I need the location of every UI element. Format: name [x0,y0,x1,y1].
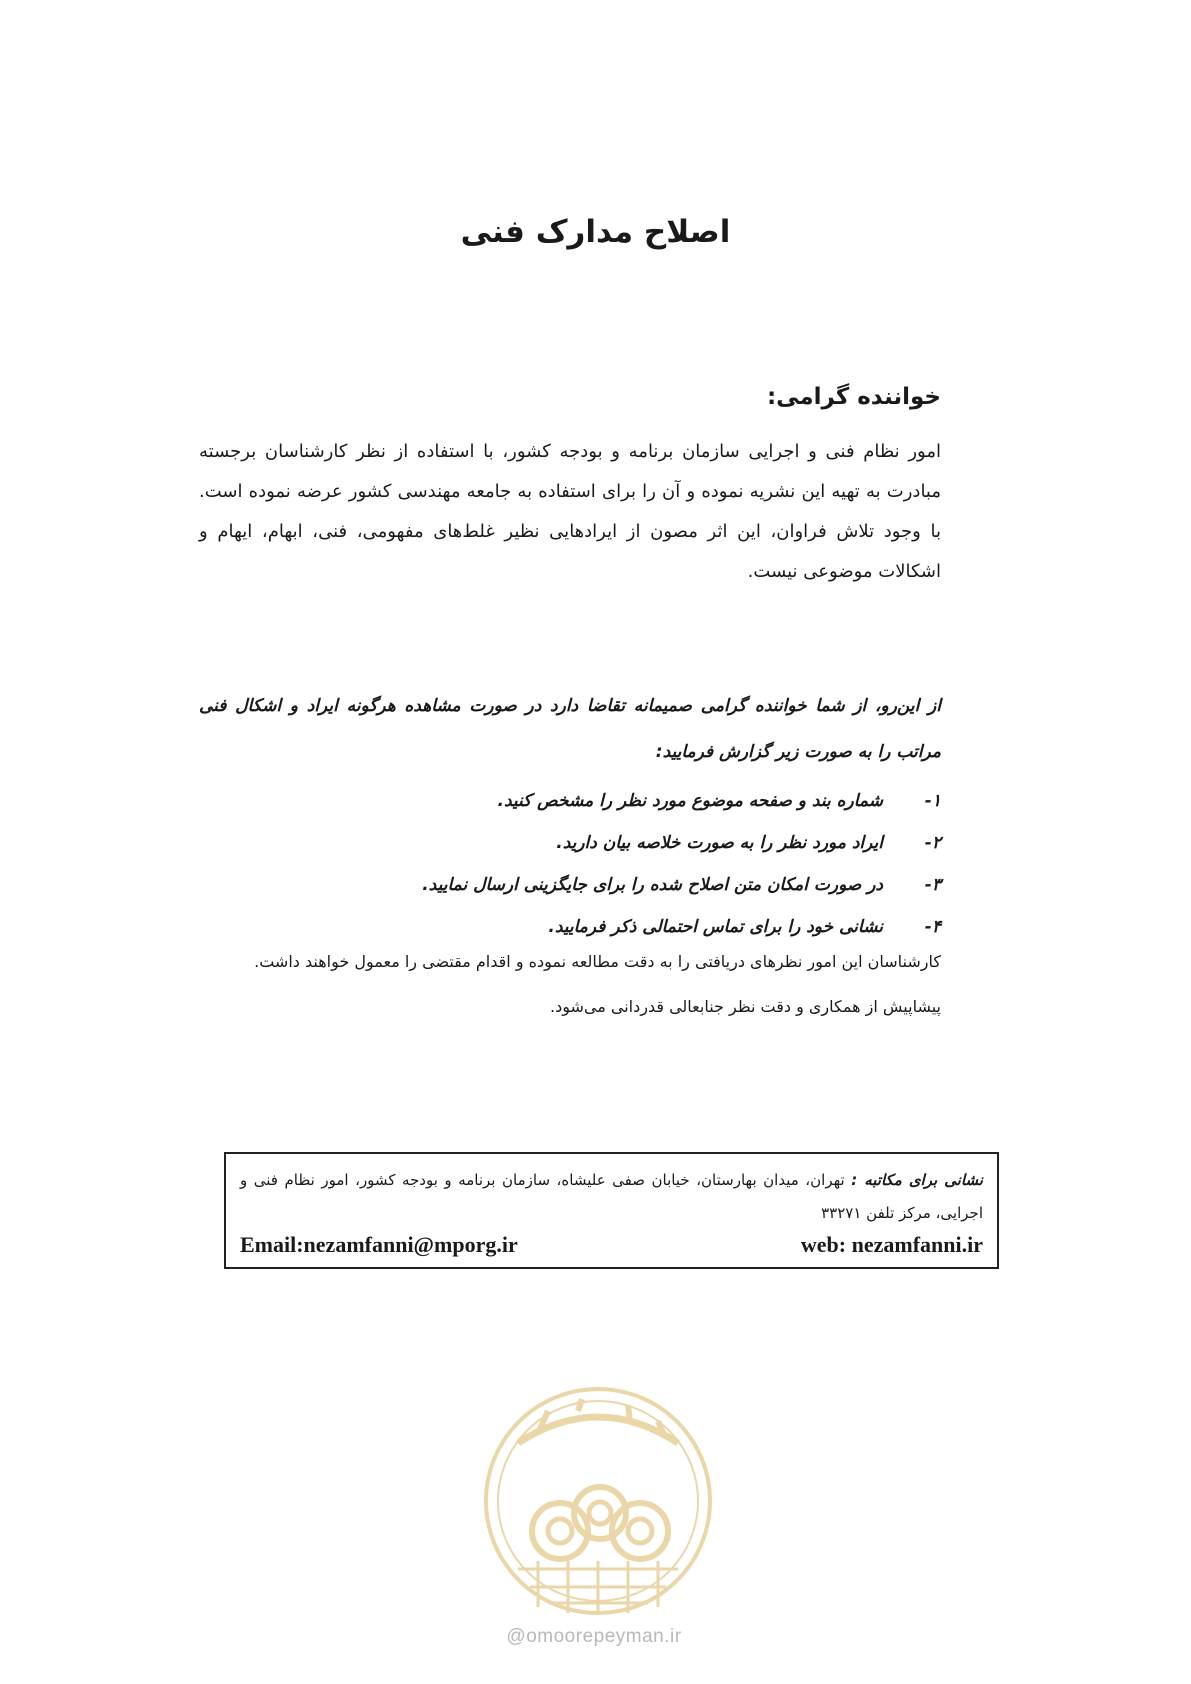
list-item [199,906,941,948]
list-item [199,822,941,864]
list-item-number: ۲- [924,833,941,853]
list-item-text: نشانی خود را برای تماس احتمالی ذکر فرمایید. [548,917,883,937]
request-paragraph: از این‌رو، از شما خواننده گرامی صمیمانه تقاضا دارد در صورت مشاهده هرگونه ایراد و اشکال فنی مراتب را به صورت زیر گزارش فرمایید: [199,696,941,762]
greeting-heading: خواننده گرامی: [766,384,941,410]
intro-paragraph: امور نظام فنی و اجرایی سازمان برنامه و بودجه کشور، با استفاده از نظر کارشناسان برجسته مبادرت به تهیه این نشریه نموده و آن را برای استفاده به جامعه مهندسی کشور عرضه نموده است. با وجود تلاش فراوان، این اثر مصون از ایرادهایی نظیر غلط‌های مفهومی، فنی، ابهام، ایهام و اشکالات موضوعی نیست. [199,441,941,582]
closing-line: پیشاپیش از همکاری و دقت نظر جنابعالی قدردانی می‌شود. [549,997,941,1016]
contact-address [240,1164,983,1230]
list-item-text: شماره بند و صفحه موضوع مورد نظر را مشخص کنید. [497,791,883,811]
list-item-number: ۴- [924,917,941,937]
list-item-number: ۱- [924,791,941,811]
list-item [199,780,941,822]
watermark-logo [478,1381,718,1621]
page-title: اصلاح مدارک فنی [460,214,731,250]
address-label: نشانی برای مکاتبه : [851,1171,983,1189]
website-link[interactable]: web: nezamfanni.ir [800,1232,983,1257]
address-text: تهران، میدان بهارستان، خیابان صفی علیشاه، سازمان برنامه و بودجه کشور، امور نظام فنی و اجرایی، مرکز تلفن ۳۳۲۷۱ [240,1171,983,1222]
watermark-url: @omoorepeyman.ir [506,1626,682,1647]
list-item-number: ۳- [924,875,941,895]
report-steps-list [199,780,941,948]
list-item-text: در صورت امکان متن اصلاح شده را برای جایگزینی ارسال نمایید. [422,875,883,895]
contact-box [224,1152,999,1269]
email-link[interactable]: Email:nezamfanni@mporg.ir [240,1232,518,1257]
list-item-text: ایراد مورد نظر را به صورت خلاصه بیان دارید. [556,833,883,853]
closing-line: کارشناسان این امور نظرهای دریافتی را به دقت مطالعه نموده و اقدام مقتضی را معمول خواهند داشت. [254,952,941,971]
list-item [199,864,941,906]
contact-links [240,1232,983,1258]
